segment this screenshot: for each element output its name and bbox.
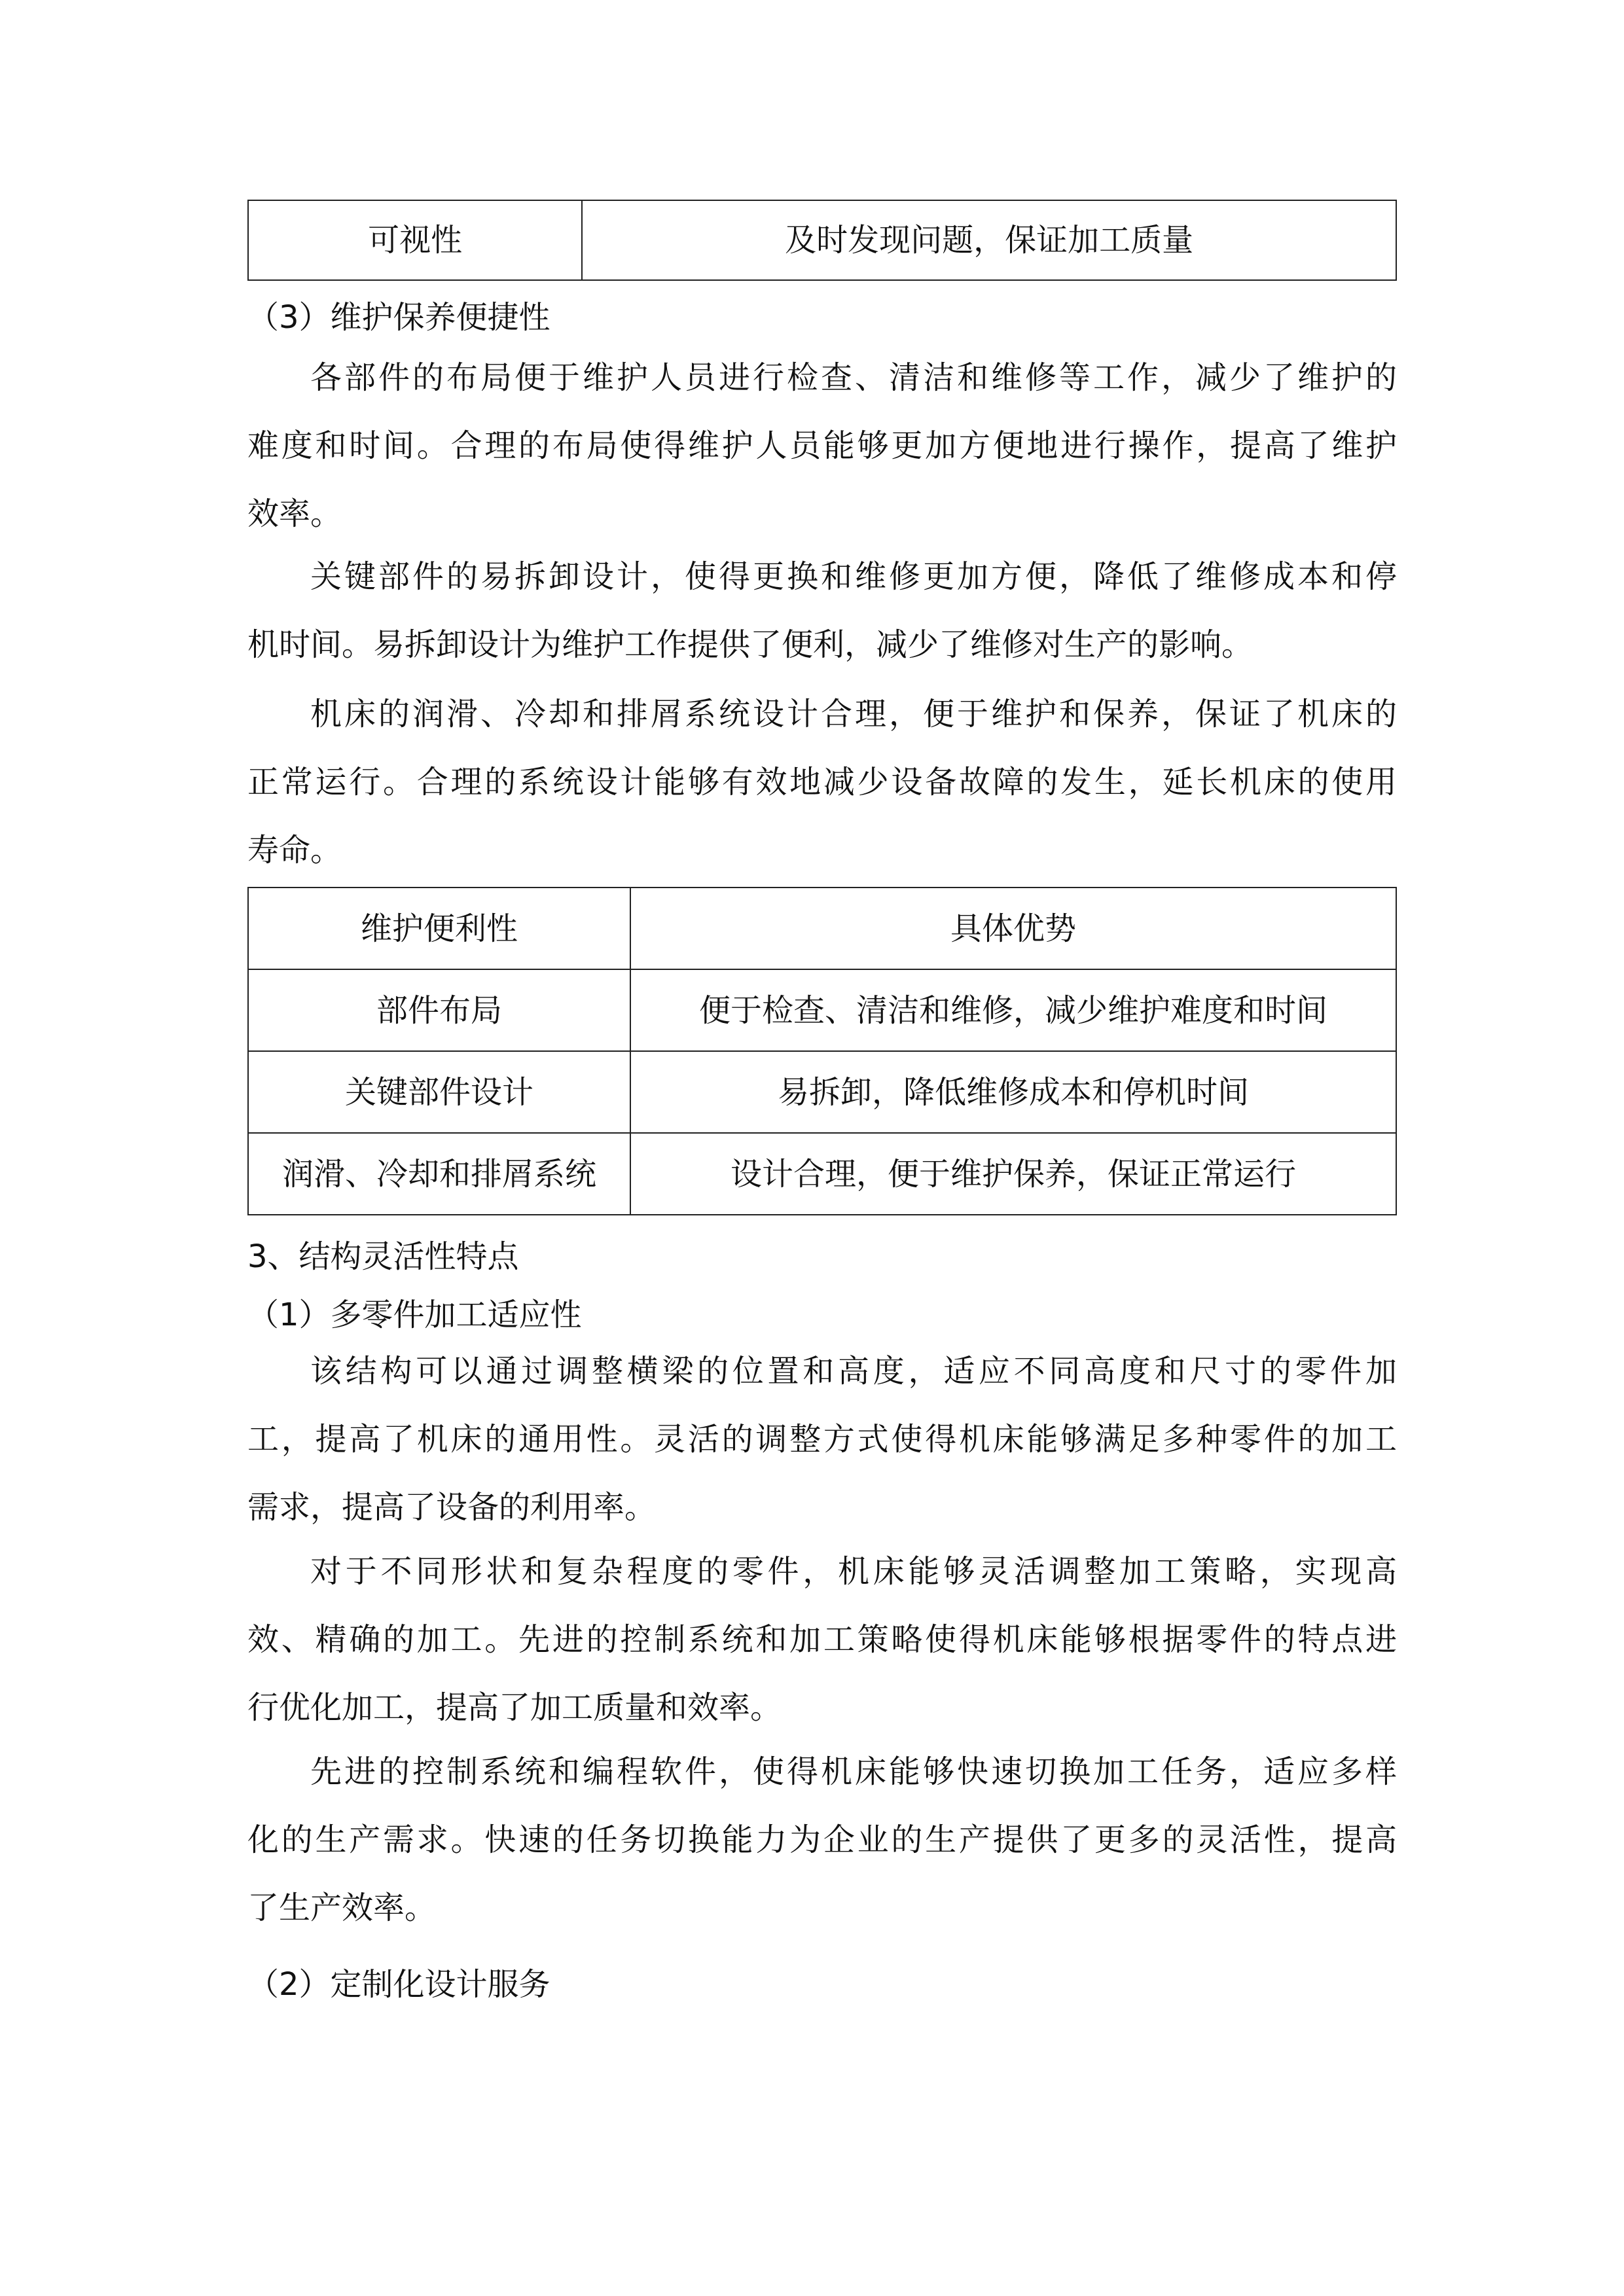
paragraph-line: 效率。 bbox=[247, 495, 342, 532]
table-cell: 便于检查、清洁和维修，减少维护难度和时间 bbox=[630, 969, 1396, 1051]
paragraph-line: 正常运行。合理的系统设计能够有效地减少设备故障的发生，延长机床的使用 bbox=[247, 764, 1397, 800]
paragraph-line: 各部件的布局便于维护人员进行检查、清洁和维修等工作，减少了维护的 bbox=[310, 359, 1397, 396]
paragraph-line: 难度和时间。合理的布局使得维护人员能够更加方便地进行操作，提高了维护 bbox=[247, 427, 1397, 464]
subsection-heading-custom-design: （2）定制化设计服务 bbox=[247, 1966, 550, 2003]
maintenance-advantage-table bbox=[247, 887, 1397, 1215]
table-header-row bbox=[248, 888, 1396, 969]
subsection-heading-multi-part: （1）多零件加工适应性 bbox=[247, 1297, 582, 1333]
table-cell: 可视性 bbox=[248, 200, 582, 280]
paragraph-line: 对于不同形状和复杂程度的零件，机床能够灵活调整加工策略，实现高 bbox=[310, 1553, 1397, 1590]
paragraph bbox=[247, 344, 1397, 548]
paragraph bbox=[247, 680, 1397, 884]
paragraph bbox=[247, 1337, 1397, 1541]
table-cell: 易拆卸，降低维修成本和停机时间 bbox=[630, 1051, 1396, 1133]
table-cell: 关键部件设计 bbox=[248, 1051, 630, 1133]
paragraph bbox=[247, 543, 1397, 679]
table-header-cell: 具体优势 bbox=[630, 888, 1396, 969]
table-row bbox=[248, 1133, 1396, 1215]
section-heading-flexibility: 3、结构灵活性特点 bbox=[247, 1238, 519, 1275]
feature-table-continued bbox=[247, 200, 1397, 281]
section-heading-maintenance: （3）维护保养便捷性 bbox=[247, 299, 550, 336]
paragraph-line: 需求，提高了设备的利用率。 bbox=[247, 1489, 657, 1526]
table-cell: 部件布局 bbox=[248, 969, 630, 1051]
table-cell: 及时发现问题，保证加工质量 bbox=[582, 200, 1396, 280]
table-header-cell: 维护便利性 bbox=[248, 888, 630, 969]
paragraph-line: 效、精确的加工。先进的控制系统和加工策略使得机床能够根据零件的特点进 bbox=[247, 1621, 1397, 1658]
paragraph-line: 机床的润滑、冷却和排屑系统设计合理，便于维护和保养，保证了机床的 bbox=[310, 696, 1397, 732]
paragraph bbox=[247, 1738, 1397, 1942]
table-row bbox=[248, 1051, 1396, 1133]
table-cell: 润滑、冷却和排屑系统 bbox=[248, 1133, 630, 1215]
paragraph-line: 了生产效率。 bbox=[247, 1890, 437, 1926]
paragraph-line: 机时间。易拆卸设计为维护工作提供了便利，减少了维修对生产的影响。 bbox=[247, 626, 1254, 663]
paragraph-line: 关键部件的易拆卸设计，使得更换和维修更加方便，降低了维修成本和停 bbox=[310, 558, 1397, 595]
paragraph-line: 先进的控制系统和编程软件，使得机床能够快速切换加工任务，适应多样 bbox=[310, 1753, 1397, 1790]
paragraph bbox=[247, 1537, 1397, 1742]
paragraph-line: 该结构可以通过调整横梁的位置和高度，适应不同高度和尺寸的零件加 bbox=[310, 1353, 1397, 1390]
paragraph-line: 寿命。 bbox=[247, 832, 342, 869]
paragraph-line: 工，提高了机床的通用性。灵活的调整方式使得机床能够满足多种零件的加工 bbox=[247, 1421, 1397, 1458]
table-row bbox=[248, 200, 1396, 280]
paragraph-line: 化的生产需求。快速的任务切换能力为企业的生产提供了更多的灵活性，提高 bbox=[247, 1821, 1397, 1858]
paragraph-line: 行优化加工，提高了加工质量和效率。 bbox=[247, 1689, 782, 1726]
table-cell: 设计合理，便于维护保养，保证正常运行 bbox=[630, 1133, 1396, 1215]
table-row bbox=[248, 969, 1396, 1051]
